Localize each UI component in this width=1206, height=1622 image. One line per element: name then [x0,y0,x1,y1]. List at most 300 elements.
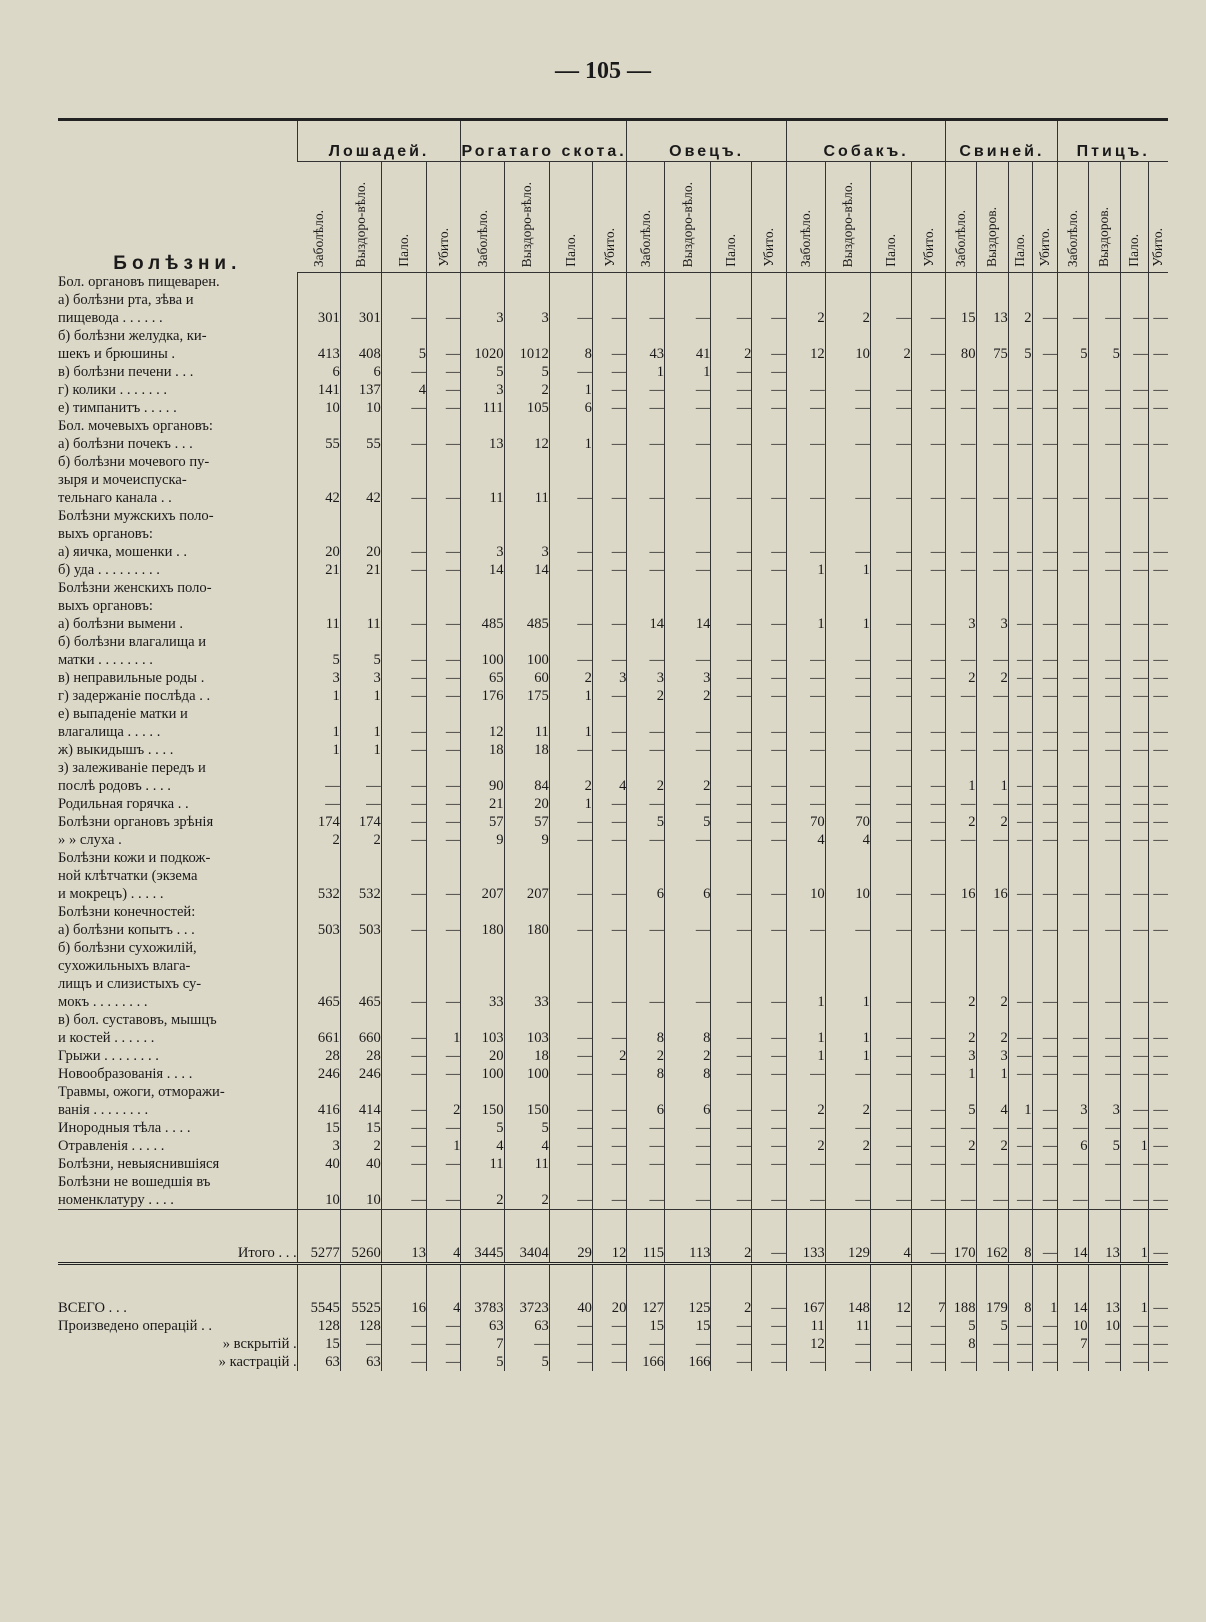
data-cell [297,1173,340,1191]
data-cell: — [665,1119,711,1137]
data-cell: — [870,1101,911,1119]
data-cell: 29 [549,1209,592,1263]
data-cell: — [752,561,787,579]
data-cell [786,417,825,435]
data-cell [870,903,911,921]
data-cell [911,291,946,309]
data-cell: 5 [340,651,381,669]
data-cell: 5277 [297,1209,340,1263]
data-cell: — [426,831,460,849]
data-cell [870,975,911,993]
data-cell: — [592,363,626,381]
data-cell: — [1008,435,1032,453]
data-cell: — [1148,543,1168,561]
data-cell: — [1088,777,1120,795]
data-cell [870,507,911,525]
data-cell [297,867,340,885]
data-cell: — [426,381,460,399]
data-cell [549,507,592,525]
data-cell: 1 [549,435,592,453]
data-cell [592,903,626,921]
data-cell: — [786,1353,825,1371]
data-cell: — [1032,1119,1058,1137]
data-cell: — [1088,741,1120,759]
data-cell: 166 [627,1353,665,1371]
data-cell [592,327,626,345]
data-cell: — [1058,795,1088,813]
data-cell: — [946,381,976,399]
data-cell: — [1058,651,1088,669]
data-cell: — [976,489,1008,507]
data-cell: — [381,435,426,453]
subheader-label: Выздоро-вѣло. [679,181,695,267]
data-cell: — [426,993,460,1011]
data-cell: 15 [946,309,976,327]
data-cell [752,975,787,993]
data-cell: 70 [825,813,870,831]
data-cell [1032,273,1058,291]
subheader-cell [911,162,946,273]
table-row [58,633,1168,651]
data-cell [426,1011,460,1029]
data-cell: — [870,1137,911,1155]
row-label: в) болѣзни печени . . . [58,363,194,380]
data-cell [297,849,340,867]
data-cell [426,471,460,489]
data-cell [340,525,381,543]
data-cell [946,849,976,867]
data-cell [786,1083,825,1101]
data-cell [786,327,825,345]
data-cell [946,759,976,777]
data-cell [946,363,976,381]
data-cell: — [786,381,825,399]
data-cell: — [426,345,460,363]
data-cell [1148,363,1168,381]
data-cell: — [1008,1047,1032,1065]
data-cell [504,507,549,525]
data-cell: — [825,1191,870,1210]
data-cell: 2 [549,777,592,795]
data-cell: — [1058,543,1088,561]
data-cell: — [711,1029,752,1047]
data-cell: 115 [627,1209,665,1263]
data-cell: 12 [504,435,549,453]
data-cell [911,903,946,921]
table-row [58,1263,1168,1317]
data-cell [665,507,711,525]
row-label: Болѣзни женскихъ поло- [58,579,212,596]
data-cell [1058,507,1088,525]
data-cell: 1 [340,723,381,741]
data-cell [1120,849,1148,867]
row-label: Болѣзни кожи и подкож- [58,849,211,866]
data-cell [549,849,592,867]
data-cell: 2 [461,1191,504,1210]
data-cell [752,507,787,525]
data-cell [627,939,665,957]
data-cell: 40 [340,1155,381,1173]
data-cell [1058,453,1088,471]
data-cell: — [665,435,711,453]
data-cell: — [1120,1317,1148,1335]
table-row [58,651,1168,669]
data-cell [1088,867,1120,885]
data-cell: — [870,615,911,633]
data-cell: 10 [1088,1317,1120,1335]
data-cell [504,579,549,597]
data-cell: — [911,1101,946,1119]
data-cell: 15 [297,1335,340,1353]
table-row [58,1119,1168,1137]
data-cell [1058,417,1088,435]
data-cell: 12 [786,345,825,363]
data-cell [1032,507,1058,525]
data-cell [1148,417,1168,435]
data-cell [1148,1173,1168,1191]
data-cell [1088,759,1120,777]
table-row [58,1353,1168,1371]
subheader-label: Выздоров. [984,206,1000,267]
data-cell: — [752,1353,787,1371]
data-cell [1148,939,1168,957]
data-cell: — [1148,831,1168,849]
table-row [58,525,1168,543]
data-cell: — [711,651,752,669]
data-cell [870,579,911,597]
data-cell [549,867,592,885]
subheader-label: Пало. [1126,234,1142,267]
data-cell [1008,759,1032,777]
data-cell: — [711,1119,752,1137]
data-cell: 14 [627,615,665,633]
data-cell [426,417,460,435]
data-cell [825,291,870,309]
group-horses: Лошадей. [297,120,461,162]
data-cell [297,597,340,615]
data-cell: — [1008,1155,1032,1173]
data-cell [1148,471,1168,489]
subheader-cell [752,162,787,273]
data-cell [1088,597,1120,615]
data-cell [1148,525,1168,543]
data-cell: — [627,435,665,453]
data-cell [976,1173,1008,1191]
data-cell: — [627,831,665,849]
data-cell: 80 [946,345,976,363]
data-cell: 2 [870,345,911,363]
data-cell [1032,1173,1058,1191]
data-cell: — [1032,1191,1058,1210]
data-cell [504,291,549,309]
data-cell: — [946,831,976,849]
data-cell: — [1008,651,1032,669]
data-cell: 174 [340,813,381,831]
data-cell [665,453,711,471]
data-cell [825,1173,870,1191]
row-label: а) болѣзни рта, зѣва и [58,291,194,308]
data-cell [426,579,460,597]
data-cell: — [1058,1065,1088,1083]
data-cell: — [381,831,426,849]
table-row [58,885,1168,903]
data-cell: — [711,1353,752,1371]
data-cell: — [1032,1317,1058,1335]
data-cell [870,597,911,615]
data-cell: — [976,1191,1008,1210]
data-cell: — [911,993,946,1011]
data-cell: 100 [461,651,504,669]
table-row [58,993,1168,1011]
data-cell: — [627,795,665,813]
data-cell: — [549,363,592,381]
row-label: ной клѣтчатки (экзема [58,867,198,884]
data-cell [297,1083,340,1101]
data-cell: 485 [461,615,504,633]
data-cell [911,975,946,993]
data-cell [340,291,381,309]
data-cell: — [665,489,711,507]
data-cell: — [911,651,946,669]
data-cell: — [1032,921,1058,939]
row-label: Болѣзни, невыяснившіяся [58,1155,220,1172]
data-cell: 4 [426,1209,460,1263]
data-cell [1120,759,1148,777]
data-cell: — [976,561,1008,579]
data-cell [665,867,711,885]
subheader-cell [870,162,911,273]
data-cell: — [825,741,870,759]
data-cell: 1 [786,561,825,579]
data-cell [752,327,787,345]
data-cell: 2 [825,1137,870,1155]
data-cell [665,597,711,615]
data-cell [946,327,976,345]
data-cell: 485 [504,615,549,633]
data-cell: — [946,1353,976,1371]
data-cell [1120,939,1148,957]
data-cell: 2 [786,309,825,327]
data-cell: — [549,1065,592,1083]
data-cell: 4 [825,831,870,849]
data-cell: — [592,1317,626,1335]
data-cell [1058,903,1088,921]
data-cell: 1 [549,723,592,741]
subheader-label: Заболѣло. [797,209,813,267]
data-cell: — [976,399,1008,417]
data-cell: 2 [504,1191,549,1210]
data-cell: 8 [1008,1263,1032,1317]
data-cell: — [825,651,870,669]
data-cell: — [1088,309,1120,327]
data-cell: 2 [627,687,665,705]
data-cell: — [1032,345,1058,363]
data-cell [381,633,426,651]
data-cell: 2 [711,1209,752,1263]
data-cell [340,975,381,993]
data-cell [1008,525,1032,543]
data-cell: — [1088,687,1120,705]
data-cell [665,579,711,597]
data-cell: 3 [976,615,1008,633]
data-cell: 1020 [461,345,504,363]
data-cell [340,273,381,291]
data-cell [825,507,870,525]
data-cell [1008,507,1032,525]
data-cell [340,417,381,435]
data-cell: — [381,1119,426,1137]
data-cell [340,507,381,525]
data-cell: — [1088,831,1120,849]
data-cell [627,327,665,345]
data-cell: — [1120,381,1148,399]
data-cell: — [1008,831,1032,849]
data-cell [665,291,711,309]
data-cell: — [911,489,946,507]
data-cell [381,759,426,777]
row-label: и мокрецъ) . . . . . [58,885,164,902]
data-cell [381,291,426,309]
data-cell: 176 [461,687,504,705]
subheader-label: Заболѣло. [310,209,326,267]
data-cell [786,705,825,723]
data-cell: 57 [461,813,504,831]
data-cell: 1 [340,741,381,759]
data-cell [976,849,1008,867]
data-cell [665,903,711,921]
data-cell [592,957,626,975]
data-cell: — [1032,813,1058,831]
data-cell: 33 [461,993,504,1011]
row-label: послѣ родовъ . . . . [58,777,171,794]
data-cell [461,453,504,471]
data-cell [1058,1011,1088,1029]
subheader-cell [1058,162,1088,273]
row-label: ванія . . . . . . . . [58,1101,149,1118]
data-cell [549,291,592,309]
data-cell [1120,1083,1148,1101]
data-cell [825,759,870,777]
data-cell: — [549,651,592,669]
data-cell: 6 [340,363,381,381]
data-cell [627,759,665,777]
data-cell: — [1148,1047,1168,1065]
data-cell [426,1173,460,1191]
data-cell [1120,975,1148,993]
data-cell: — [870,795,911,813]
data-cell [665,1173,711,1191]
data-cell: 150 [461,1101,504,1119]
data-cell [665,417,711,435]
data-cell: — [1008,813,1032,831]
data-cell: — [911,1155,946,1173]
data-cell: — [1058,993,1088,1011]
data-cell: — [665,1191,711,1210]
data-cell: — [665,921,711,939]
data-cell: — [1148,1119,1168,1137]
data-cell [1120,327,1148,345]
data-cell: — [381,1137,426,1155]
data-cell: — [825,543,870,561]
data-cell [1032,579,1058,597]
data-cell: — [870,1191,911,1210]
data-cell [549,975,592,993]
row-label: ВСЕГО . . . [58,1263,297,1317]
data-cell: 20 [340,543,381,561]
data-cell: — [752,1263,787,1317]
data-cell: — [870,309,911,327]
data-cell: — [711,381,752,399]
data-cell: — [752,435,787,453]
data-cell [381,1011,426,1029]
data-cell [340,1011,381,1029]
row-label: б) болѣзни мочевого пу- [58,453,210,470]
table-row [58,1173,1168,1191]
data-cell [461,507,504,525]
data-cell: — [627,1119,665,1137]
data-cell: — [381,543,426,561]
data-cell: — [870,1029,911,1047]
data-cell: 6 [627,885,665,903]
data-cell [946,291,976,309]
data-cell: 28 [297,1047,340,1065]
data-cell [592,1083,626,1101]
data-cell [1148,291,1168,309]
data-cell [1032,849,1058,867]
data-cell: — [1120,741,1148,759]
data-cell: — [1058,561,1088,579]
data-cell: — [870,381,911,399]
data-cell: — [1148,795,1168,813]
data-cell: — [665,543,711,561]
data-cell: — [752,543,787,561]
data-cell: 28 [340,1047,381,1065]
data-cell: — [711,363,752,381]
data-cell: — [426,1119,460,1137]
data-cell [504,1011,549,1029]
data-cell [946,975,976,993]
data-cell: 63 [340,1353,381,1371]
row-label: Болѣзни конечностей: [58,903,196,920]
data-cell [627,633,665,651]
data-cell: — [870,543,911,561]
data-cell [1058,705,1088,723]
data-cell [1148,849,1168,867]
data-cell: — [426,309,460,327]
data-cell: — [976,435,1008,453]
data-cell [752,273,787,291]
data-cell: — [1148,921,1168,939]
data-cell [786,597,825,615]
data-cell [1032,363,1058,381]
data-cell [711,417,752,435]
data-cell [711,291,752,309]
data-cell: — [381,489,426,507]
data-cell: — [592,831,626,849]
data-cell [1120,273,1148,291]
data-cell: — [426,813,460,831]
data-cell: — [1120,1191,1148,1210]
data-cell [976,525,1008,543]
data-cell [976,957,1008,975]
data-cell: 1 [976,1065,1008,1083]
data-cell: — [1032,543,1058,561]
data-cell: — [549,543,592,561]
data-cell [461,417,504,435]
data-cell [504,633,549,651]
data-cell: — [870,1119,911,1137]
data-cell [946,453,976,471]
